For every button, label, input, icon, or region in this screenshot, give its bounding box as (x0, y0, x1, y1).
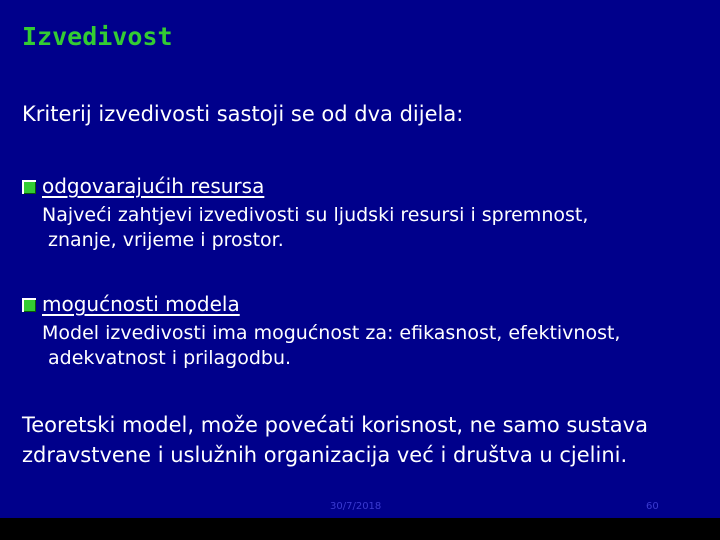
checkbox-bullet-icon (22, 298, 36, 312)
description-line: adekvatnost i prilagodbu. (48, 347, 292, 369)
bullet-item-model (22, 290, 240, 318)
description-line: Model izvedivosti ima mogućnost za: efikasnost, efektivnost, (42, 322, 621, 344)
bullet-description (22, 203, 702, 253)
description-line: Najveći zahtjevi izvedivosti su ljudski resursi i spremnost, (42, 204, 589, 226)
conclusion-line: zdravstvene i uslužnih organizacija već i društva u cjelini. (22, 443, 628, 467)
footer-date: 30/7/2018 (330, 501, 382, 512)
conclusion-line: Teoretski model, može povećati korisnost, ne samo sustava (22, 413, 648, 437)
checkbox-bullet-icon (22, 180, 36, 194)
description-line: znanje, vrijeme i prostor. (48, 229, 284, 251)
bullet-label: mogućnosti modela (42, 292, 240, 316)
conclusion-text (22, 410, 712, 470)
bullet-label: odgovarajućih resursa (42, 174, 265, 198)
intro-text: Kriterij izvedivosti sastoji se od dva dijela: (22, 102, 464, 126)
page-number: 60 (646, 501, 659, 512)
slide-title: Izvedivost (22, 22, 173, 51)
bullet-description (22, 321, 702, 371)
bullet-item-resources (22, 172, 264, 200)
